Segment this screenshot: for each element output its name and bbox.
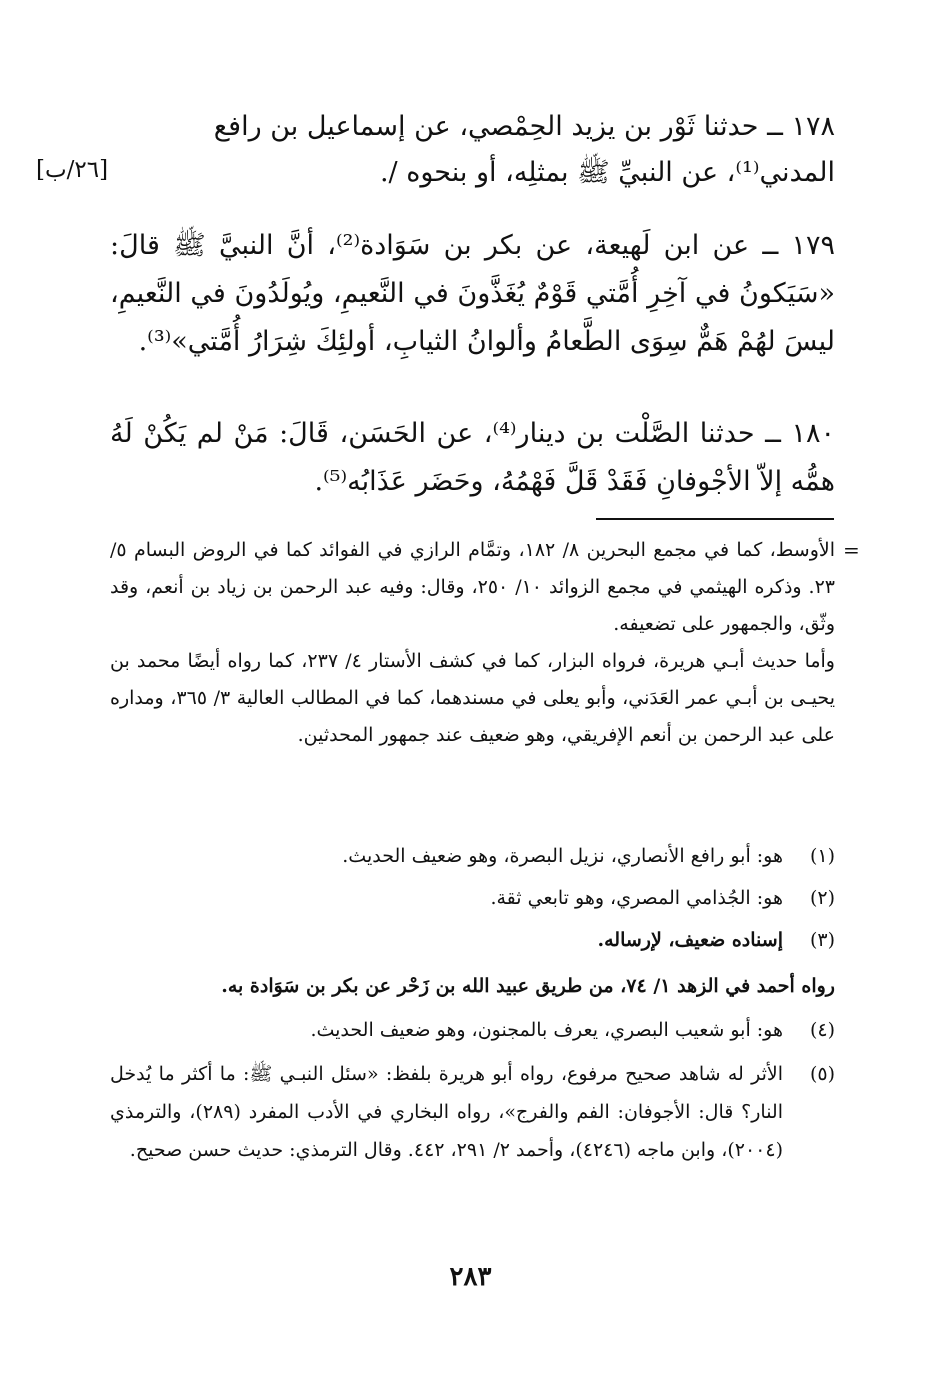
footnote-4 xyxy=(110,1012,835,1049)
continuation-mark: = xyxy=(843,538,860,562)
footnote-continuation-para1: الأوسط، كما في مجمع البحرين ٨/ ١٨٢، وتمَّام الرازي في الفوائد كما في الروض البسام ٥/ ٢٣. وذكره الهيثمي في مجمع الزوائد ١٠/ ٢٥٠، وقال: وفيه عبد الرحمن بن زياد بن أنعم، وقد وثّق، والجمهور على تضعيفه. xyxy=(110,539,835,635)
hadith-179 xyxy=(110,222,835,366)
footnote-continuation xyxy=(110,532,835,754)
footnote-1-text: هو: أبو رافع الأنصاري، نزيل البصرة، وهو ضعيف الحديث. xyxy=(342,845,783,867)
footnote-1 xyxy=(110,838,835,875)
footnote-3-text-b: رواه أحمد في الزهد ١/ ٧٤، من طريق عبيد الله بن زَحْر عن بكر بن سَوَادة به. xyxy=(221,975,835,997)
footnote-5 xyxy=(110,1055,835,1169)
hadith-178-line1: ١٧٨ ــ حدثنا ثَوْر بن يزيد الحِمْصي، عن إسماعيل بن رافع xyxy=(213,111,835,142)
hadith-179-text: ١٧٩ ــ عن ابن لَهيعة، عن بكر بن سَوَادة⁽²⁾، أنَّ النبيَّ ﷺ قالَ: «سَيَكونُ في آخِرِ أُمَّتي قَوْمٌ يُغَذَّونَ في النَّعيمِ، ويُولَدُونَ في النَّعيمِ، ليسَ لهُمْ هَمٌّ سِوَى الطَّعامُ وألوانُ الثيابِ، أولئِكَ شِرَارُ أُمَّتي»⁽³⁾. xyxy=(110,230,835,357)
footnote-5-number: (٥) xyxy=(809,1063,835,1085)
hadith-180-text: ١٨٠ ــ حدثنا الصَّلْت بن دينار⁽⁴⁾، عن الحَسَن، قَالَ: مَنْ لم يَكُنْ لَهُ همُّه إلاّ الأجْوفانِ فَقَدْ قَلَّ فَهْمُهُ، وحَضَر عَذَابُه⁽⁵⁾. xyxy=(110,418,835,497)
page-number: ٢٨٣ xyxy=(449,1262,492,1292)
footnote-3-text-a: إسناده ضعيف، لإرساله. xyxy=(597,929,783,951)
footnote-2 xyxy=(110,880,835,917)
footnote-4-number: (٤) xyxy=(809,1019,835,1041)
hadith-178-line2: المدني⁽¹⁾، عن النبيِّ ﷺ بمثلِه، أو بنحوه /. xyxy=(379,157,835,188)
footnote-2-text: هو: الجُذامي المصري، وهو تابعي ثقة. xyxy=(490,887,783,909)
hadith-180 xyxy=(110,410,835,506)
footnote-1-number: (١) xyxy=(809,845,835,867)
footnote-2-number: (٢) xyxy=(809,887,835,909)
footnote-separator xyxy=(596,518,834,520)
footnote-5-text: الأثر له شاهد صحيح مرفوع، رواه أبو هريرة بلفظ: «سئل النبـي ﷺ: ما أكثر ما يُدخل النار؟ قال: الأجوفان: الفم والفرج»، رواه البخاري في الأدب المفرد (٢٨٩)، والترمذي (٢٠٠٤)، وابن ماجه (٤٢٤٦)، وأحمد ٢/ ٢٩١، ٤٤٢. وقال الترمذي: حديث حسن صحيح. xyxy=(110,1063,783,1161)
footnote-3 xyxy=(110,922,835,959)
footnote-continuation-para2: وأما حديث أبـي هريرة، فرواه البزار، كما في كشف الأستار ٤/ ٢٣٧، كما رواه أيضًا محمد بن يحيـى بن أبـي عمر العَدَني، وأبو يعلى في مسندهما، كما في المطالب العالية ٣/ ٣٦٥، ومداره على عبد الرحمن بن أنعم الإفريقي، وهو ضعيف عند جمهور المحدثين. xyxy=(110,650,835,746)
footnote-3-number: (٣) xyxy=(809,929,835,951)
folio-reference: [٢٦/ب] xyxy=(36,157,109,183)
footnote-4-text: هو: أبو شعيب البصري، يعرف بالمجنون، وهو ضعيف الحديث. xyxy=(310,1019,783,1041)
hadith-178 xyxy=(110,104,835,196)
footnote-3-cont xyxy=(110,968,835,1005)
